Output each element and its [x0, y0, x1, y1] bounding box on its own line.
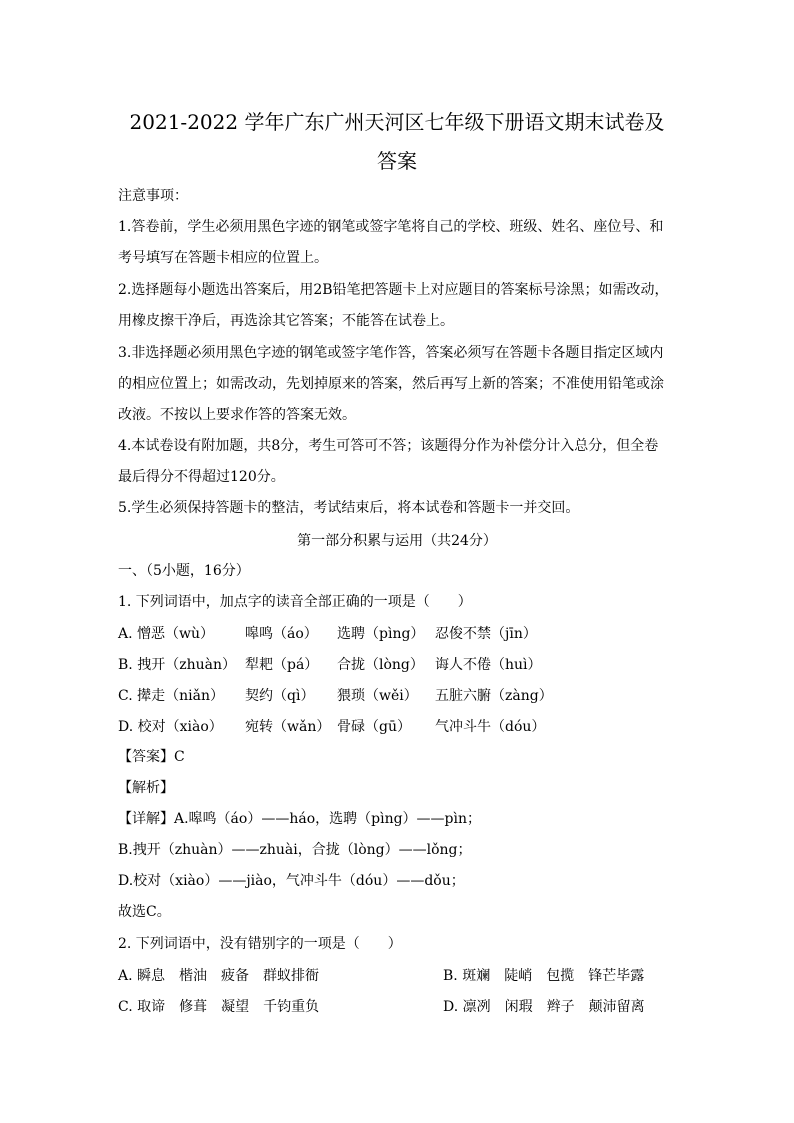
option-item: 契约（qì）	[245, 688, 315, 704]
option-b: B. 斑斓 陡峭 包揽 锋芒毕露	[443, 968, 645, 984]
doc-title-line1: 2021-2022 学年广东广州天河区七年级下册语文期末试卷及	[129, 110, 665, 134]
q2-option-row	[118, 996, 678, 1016]
q1-option-row	[118, 685, 678, 705]
option-item: 嗥鸣（áo）	[245, 626, 318, 642]
note-line: 用橡皮擦干净后，再选涂其它答案；不能答在试卷上。	[118, 313, 454, 329]
note-line: 5.学生必须保持答题卡的整洁，考试结束后，将本试卷和答题卡一并交回。	[118, 500, 580, 516]
option-item: 宛转（wǎn）	[245, 719, 331, 735]
note-line: 改液。不按以上要求作答的答案无效。	[118, 407, 356, 423]
q1-option-row	[118, 623, 678, 643]
q1-analysis-label: 【解析】	[118, 780, 174, 796]
option-item: 选聘（pìng）	[337, 626, 425, 642]
option-item: 合拢（lòng）	[337, 657, 424, 673]
note-line: 1.答卷前，学生必须用黑色字迹的钢笔或签字笔将自己的学校、班级、姓名、座位号、和	[118, 219, 664, 235]
option-item: 忍俊不禁（jīn）	[435, 626, 537, 642]
option-item: 五脏六腑（zàng）	[435, 688, 553, 704]
note-line: 最后得分不得超过120分。	[118, 469, 285, 485]
option-item: 诲人不倦（huì）	[435, 657, 542, 673]
q2-option-row	[118, 965, 678, 985]
q1-answer: 【答案】C	[118, 749, 185, 765]
q1-option-row	[118, 654, 678, 674]
option-c: C. 取谛 修葺 凝望 千钧重负	[118, 999, 320, 1015]
option-d: D. 凛冽 闲瑕 辫子 颠沛留离	[443, 999, 645, 1015]
option-item: A. 憎恶（wù）	[118, 626, 215, 642]
q1-detail-line: B.拽开（zhuàn）——zhuài，合拢（lòng）——lǒng；	[118, 842, 472, 858]
notes-heading: 注意事项：	[118, 188, 188, 204]
option-item: D. 校对（xiào）	[118, 719, 223, 735]
q1-detail-line: D.校对（xiào）——jiào，气冲斗牛（dóu）——dǒu；	[118, 873, 465, 889]
option-item: B. 拽开（zhuàn）	[118, 657, 236, 673]
q1-detail-line: 【详解】A.嗥鸣（áo）——háo，选聘（pìng）——pìn；	[118, 811, 482, 827]
option-item: 气冲斗牛（dóu）	[435, 719, 546, 735]
doc-title-line2: 答案	[377, 149, 417, 173]
option-item: 骨碌（gū）	[337, 719, 411, 735]
note-line: 2.选择题每小题选出答案后，用2B铅笔把答题卡上对应题目的答案标号涂黑；如需改动，	[118, 282, 669, 298]
q1-stem: 1. 下列词语中，加点字的读音全部正确的一项是（ ）	[118, 594, 472, 610]
note-line: 4.本试卷设有附加题，共8分，考生可答可不答；该题得分作为补偿分计入总分，但全卷	[118, 438, 659, 454]
option-item: 犁耙（pá）	[245, 657, 319, 673]
note-line: 3.非选择题必须用黑色字迹的钢笔或签字笔作答，答案必须写在答题卡各题目指定区域内	[118, 345, 664, 361]
option-item: C. 撵走（niǎn）	[118, 688, 224, 704]
note-line: 的相应位置上；如需改动，先划掉原来的答案，然后再写上新的答案；不准使用铅笔或涂	[118, 376, 664, 392]
note-line: 考号填写在答题卡相应的位置上。	[118, 250, 328, 266]
option-item: 猥琐（wěi）	[337, 688, 418, 704]
option-a: A. 瞬息 楷油 疲备 群蚁排衙	[118, 968, 320, 984]
section-heading: 第一部分积累与运用（共24分）	[297, 533, 497, 549]
q1-detail-line: 故选C。	[118, 904, 171, 920]
q2-stem: 2. 下列词语中，没有错别字的一项是（ ）	[118, 936, 402, 952]
part-heading: 一、（5小题，16分）	[118, 563, 250, 579]
q1-option-row	[118, 716, 678, 736]
